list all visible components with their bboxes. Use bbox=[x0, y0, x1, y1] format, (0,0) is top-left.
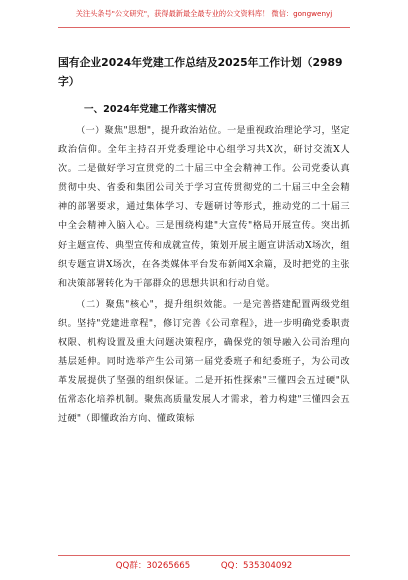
paragraph-thought: （一）聚焦"思想"，提升政治站位。一是重视政治理论学习，坚定政治信仰。全年主持召开党委理论中心组学习共X次，研讨交流X人次。二是做好学习宣贯党的二十届三中全会精神工作。公司党委认真贯彻中央、省委和集团公司关于学习宣传贯彻党的二十届三中全会精神的部署要求，通过集体学习、专题研讨等形式，推动党的二十届三中全会精神入脑入心。三是围绕构建"大宣传"格局开展宣传。突出抓好主题宣传、典型宣传和成就宣传，策划开展主题宣讲活动X场次，组织专题宣讲X场次，在各类媒体平台发布新闻X余篇，及时把党的主张和决策部署转化为干部群众的思想共识和行动自觉。 bbox=[58, 126, 350, 289]
paragraph-core: （二）聚焦"核心"，提升组织效能。一是完善搭建配置两级党组织。坚持"党建进章程"，修订完善《公司章程》，进一步明确党委职责权限、机构设置及重大问题决策程序，确保党的领导融入公司治理向基层延伸。同时选举产生公司第一届党委班子和纪委班子，为公司改革发展提供了坚强的组织保证。二是开拓性探索"三懂四会五过硬"队伍常态化培养机制。聚焦高质量发展人才需求，着力构建"三懂四会五过硬"（即懂政治方向、懂政策标 bbox=[58, 299, 350, 425]
document-title: 国有企业2024年党建工作总结及2025年工作计划（2989字） bbox=[58, 56, 343, 88]
qq-group-label: QQ群：30265665 bbox=[115, 561, 191, 571]
qq-contact-label: QQ：535304092 bbox=[220, 561, 293, 571]
footer-contact bbox=[0, 559, 408, 573]
header-divider bbox=[58, 27, 350, 28]
top-promo-banner: 关注头条号"公文研究"，获得最新最全最专业的公文资料库！ 微信：gongwenyj bbox=[75, 9, 333, 18]
footer-divider bbox=[58, 555, 350, 556]
section-heading: 一、2024年党建工作落实情况 bbox=[84, 104, 217, 115]
document-body bbox=[58, 122, 350, 430]
